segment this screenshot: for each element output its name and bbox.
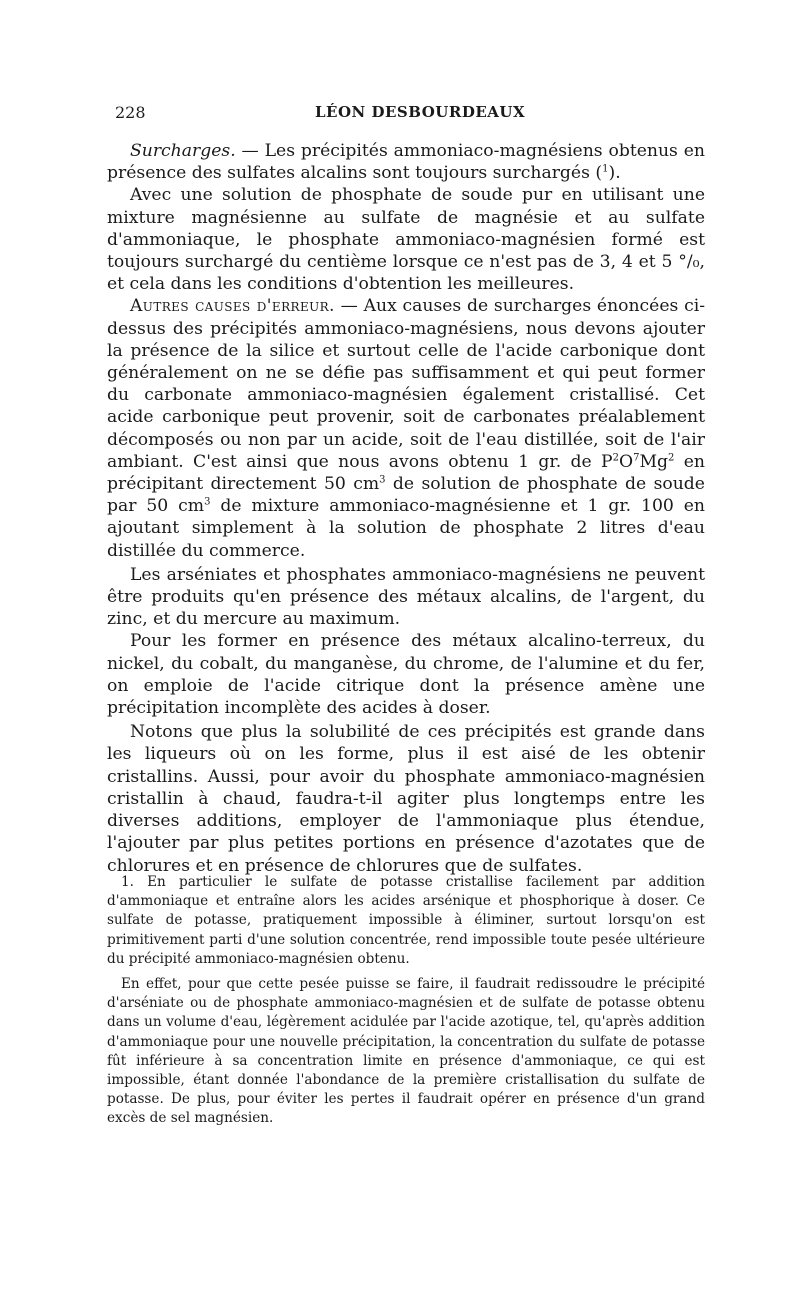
page-header xyxy=(115,103,705,125)
paragraph-phosphate-soude: Avec une solution de phosphate de soude pur en utilisant une mixture magnésienne au sulfate de magnésie et au sulfate d'ammoniaque, le phosphate ammoniaco-magnésien formé est toujours surchargé du centième lorsque ce n'est pas de 3, 4 et 5 °/₀, et cela dans les conditions d'obtention les meilleures. xyxy=(107,185,705,295)
paragraph-autres-causes xyxy=(107,295,705,561)
paragraph-surcharges xyxy=(107,140,705,184)
paragraph-text-tail: ). xyxy=(608,163,621,184)
paragraph-text: — Les précipités ammoniaco-magnésiens obtenus en présence des sulfates alcalins sont toujours surchargés ( xyxy=(107,141,705,184)
paragraph-text: en précipitant directement 50 cm xyxy=(107,451,705,495)
unit-superscript: 3 xyxy=(379,474,386,486)
footnotes xyxy=(107,873,705,1129)
section-lead-surcharges: Surcharges. xyxy=(130,141,236,161)
formula-text: Mg xyxy=(639,451,669,472)
formula-superscript: 2 xyxy=(612,452,619,464)
paragraph-text: de mixture ammoniaco-magnésienne et 1 gr. 100 en ajoutant simplement à la solution de phosphate 2 litres d'eau distillée du commerce. xyxy=(107,496,706,561)
formula-superscript: 2 xyxy=(668,452,675,464)
footnote-1: 1. En particulier le sulfate de potasse cristallise facilement par addition d'ammoniaque et entraîne alors les acides arsénique et phosphorique à doser. Ce sulfate de potasse, pratiquement impossible à éliminer, surtout lorsqu'on est primitivement parti d'une solution concentrée, rend impossible toute pesée ultérieure du précipité ammoniaco-magnésien obtenu. xyxy=(107,874,705,967)
section-lead-autres-causes: Autres causes d'erreur. xyxy=(130,296,335,317)
page-number: 228 xyxy=(115,103,146,122)
main-text xyxy=(107,140,705,877)
footnote-ref: 1 xyxy=(602,163,609,175)
paragraph-solubilite: Notons que plus la solubilité de ces précipités est grande dans les liqueurs où on les forme, plus il est aisé de les obtenir cristallins. Aussi, pour avoir du phosphate ammoniaco-magnésien cristallin à chaud, faudra-t-il agiter plus longtemps entre les diverses additions, employer de l'ammoniaque plus étendue, l'ajouter par plus petites portions en présence d'azotates que de chlorures et en présence de chlorures que de sulfates. xyxy=(107,722,705,876)
running-title: LÉON DESBOURDEAUX xyxy=(315,103,526,121)
formula-superscript: 7 xyxy=(633,452,640,464)
paragraph-metaux-alcalino-terreux: Pour les former en présence des métaux alcalino-terreux, du nickel, du cobalt, du manganèse, du chrome, de l'alumine et du fer, on emploie de l'acide citrique dont la présence amène une précipitation incomplète des acides à doser. xyxy=(107,631,705,719)
formula-text: O xyxy=(618,451,634,472)
paragraph-arseniates: Les arséniates et phosphates ammoniaco-magnésiens ne peuvent être produits qu'en présence des métaux alcalins, de l'argent, du zinc, et du mercure au maximum. xyxy=(107,564,705,630)
unit-superscript: 3 xyxy=(204,496,211,508)
paragraph-text: de solution de phosphate de soude par 50 cm xyxy=(107,474,705,517)
paragraph-text: — Aux causes de surcharges énoncées ci-dessus des précipités ammoniaco-magnésiens, nous devons ajouter la présence de la silice et surtout celle de l'acide carbonique dont généralement on ne se défie pas suffisamment et qui peut former du carbonate ammoniaco-magnésien également cristallisé. Cet acide carbonique peut provenir, soit de carbonates préalablement décomposés ou non par un acide, soit de l'eau distillée, soit de l'air ambiant. C'est ainsi que nous avons obtenu 1 gr. de P xyxy=(107,296,706,472)
footnote-1-continued: En effet, pour que cette pesée puisse se faire, il faudrait redissoudre le précipité d'arséniate ou de phosphate ammoniaco-magnésien et de sulfate de potasse obtenu dans un volume d'eau, légèrement acidulée par l'acide azotique, tel, qu'après addition d'ammoniaque pour une nouvelle précipitation, la concentration du sulfate de potasse fût inférieure à sa concentration limite en présence d'ammoniaque, ce qui est impossible, étant donnée l'abondance de la première cristallisation du sulfate de potasse. De plus, pour éviter les pertes il faudrait opérer en présence d'un grand excès de sel magnésien. xyxy=(107,976,705,1127)
